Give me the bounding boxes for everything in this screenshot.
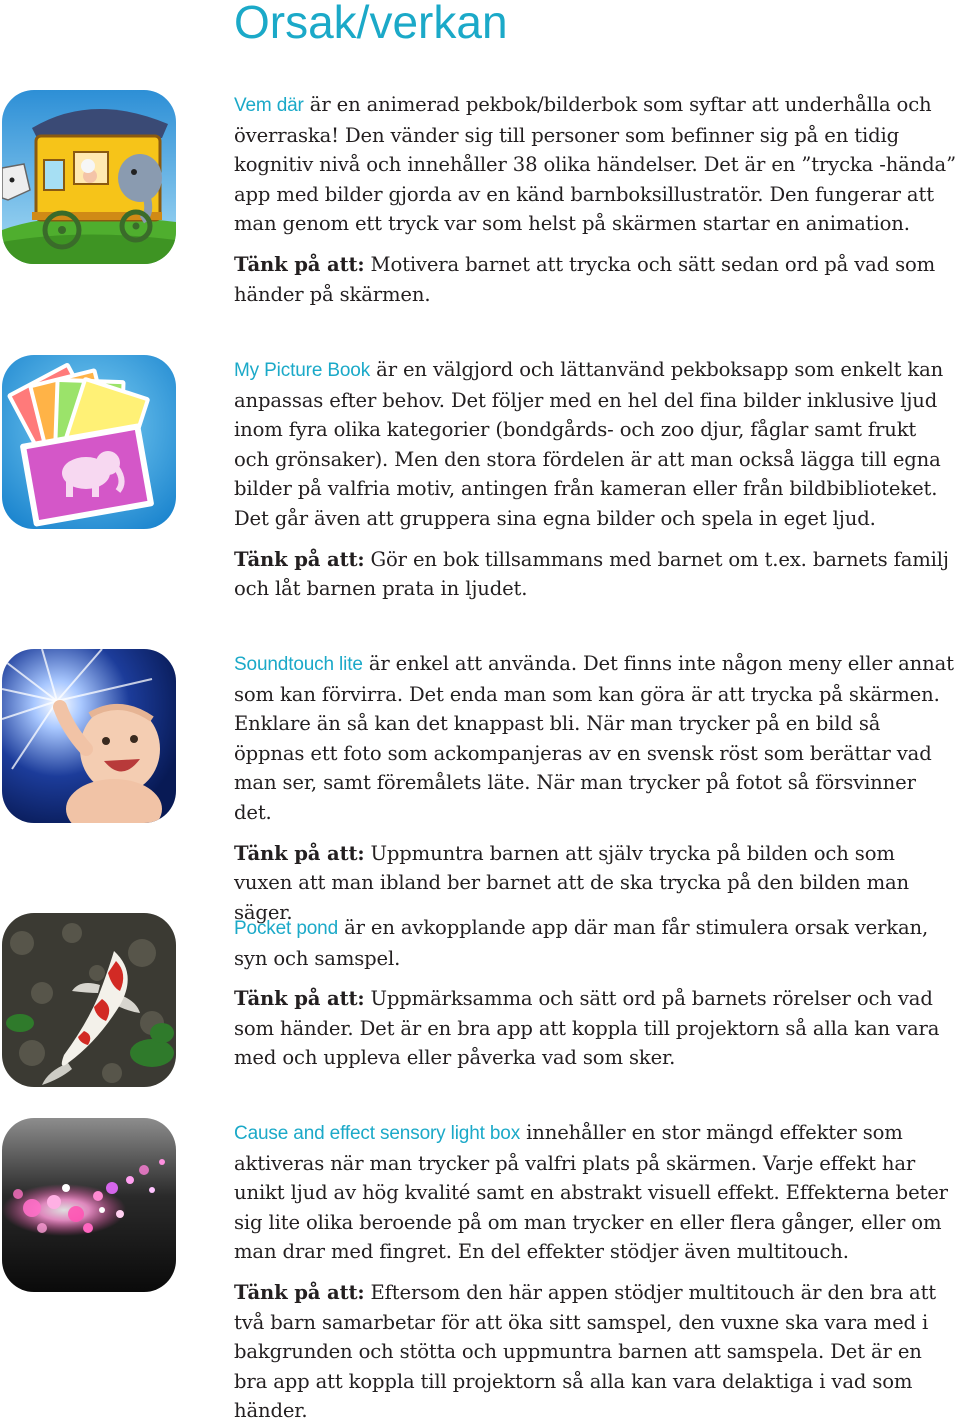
- tip-label: Tänk på att:: [234, 987, 365, 1011]
- app-description-block: [234, 649, 956, 927]
- app-name: My Picture Book: [234, 360, 371, 381]
- app-name: Cause and effect sensory light box: [234, 1123, 521, 1144]
- caravan-elephant-icon: [2, 90, 176, 264]
- description-text: är en avkopplande app där man får stimulera orsak verkan, syn och samspel.: [234, 916, 929, 970]
- app-name: Pocket pond: [234, 918, 338, 939]
- tip-paragraph: [234, 545, 956, 604]
- app-description: [234, 90, 956, 239]
- description-text: innehåller en stor mängd effekter som aktiveras när man trycker på valfri plats på skärmen. Varje effekt har unikt ljud av hög kvalité samt en abstrakt visuell effekt. Effekterna beter sig lite olika beroende på om man trycker en eller flera gånger, eller om man drar med fingret. En del effekter stödjer även multitouch.: [234, 1121, 948, 1264]
- tip-label: Tänk på att:: [234, 252, 365, 276]
- app-description: [234, 355, 956, 534]
- tip-label: Tänk på att:: [234, 1280, 365, 1304]
- app-name: Soundtouch lite: [234, 654, 363, 675]
- page-title: Orsak/verkan: [234, 0, 508, 48]
- app-description: [234, 649, 956, 828]
- tip-text: Eftersom den här appen stödjer multitouch är den bra att två barn samarbetar för att öka sitt samspel, den vuxne ska vara med i bakgrunden och stötta och uppmuntra barnen att samspela. Det är en bra app att koppla till projektorn så alla kan vara delaktiga i vad som händer.: [234, 1280, 937, 1423]
- app-description-block: [234, 90, 956, 309]
- tip-text: Uppmuntra barnen att själv trycka på bilden och som vuxen att man ibland ber barnet att de ska trycka på den bilden man säger.: [234, 841, 909, 924]
- tip-paragraph: [234, 1278, 956, 1426]
- description-text: är en välgjord och lättanvänd pekboksapp som enkelt kan anpassas efter behov. Det följer med en hel del fina bilder inklusive ljud inom fyra olika kategorier (bondgårds- och zoo djur, fåglar samt frukt och grönsaker). Men den stora fördelen är att man också lägga till egna bilder på valfria motiv, antingen från kameran eller från bildbiblioteket. Det går även att gruppera sina egna bilder och spela in eget ljud.: [234, 358, 944, 530]
- tip-paragraph: [234, 984, 956, 1073]
- picture-cards-elephant-icon: [2, 355, 176, 529]
- tip-text: Motivera barnet att trycka och sätt sedan ord på vad som händer på skärmen.: [234, 252, 936, 306]
- app-description: [234, 913, 956, 973]
- app-description: [234, 1118, 956, 1267]
- description-text: är en animerad pekbok/bilderbok som syftar att underhålla och överraska! Den vänder sig till personer som befinner sig på en tidig kognitiv nivå och innehåller 38 olika händelser. Det är en ”trycka -hända” app med bilder gjorda av en känd barnboksillustratör. Den fungerar att man genom ett tryck var som helst på skärmen startar en animation.: [234, 93, 956, 236]
- light-particles-icon: [2, 1118, 176, 1292]
- app-description-block: [234, 355, 956, 604]
- koi-fish-pond-icon: [2, 913, 176, 1087]
- tip-paragraph: [234, 250, 956, 309]
- app-name: Vem där: [234, 95, 304, 116]
- tip-text: Uppmärksamma och sätt ord på barnets rörelser och vad som händer. Det är en bra app att koppla till projektorn så alla kan vara med och uppleva eller påverka vad som sker.: [234, 987, 940, 1070]
- tip-text: Gör en bok tillsammans med barnet om t.ex. barnets familj och låt barnen prata in ljudet.: [234, 547, 949, 601]
- app-description-block: [234, 913, 956, 1073]
- app-description-block: [234, 1118, 956, 1426]
- tip-label: Tänk på att:: [234, 547, 365, 571]
- description-text: är enkel att använda. Det finns inte någon meny eller annat som kan förvirra. Det enda man som kan göra är att trycka på skärmen. Enklare än så kan det knappast bli. När man trycker på en bild så öppnas ett foto som ackompanjeras av en svensk röst som berättar vad man ser, samt föremålets läte. När man trycker på fotot så försvinner det.: [234, 652, 954, 824]
- baby-pointing-light-icon: [2, 649, 176, 823]
- tip-label: Tänk på att:: [234, 841, 365, 865]
